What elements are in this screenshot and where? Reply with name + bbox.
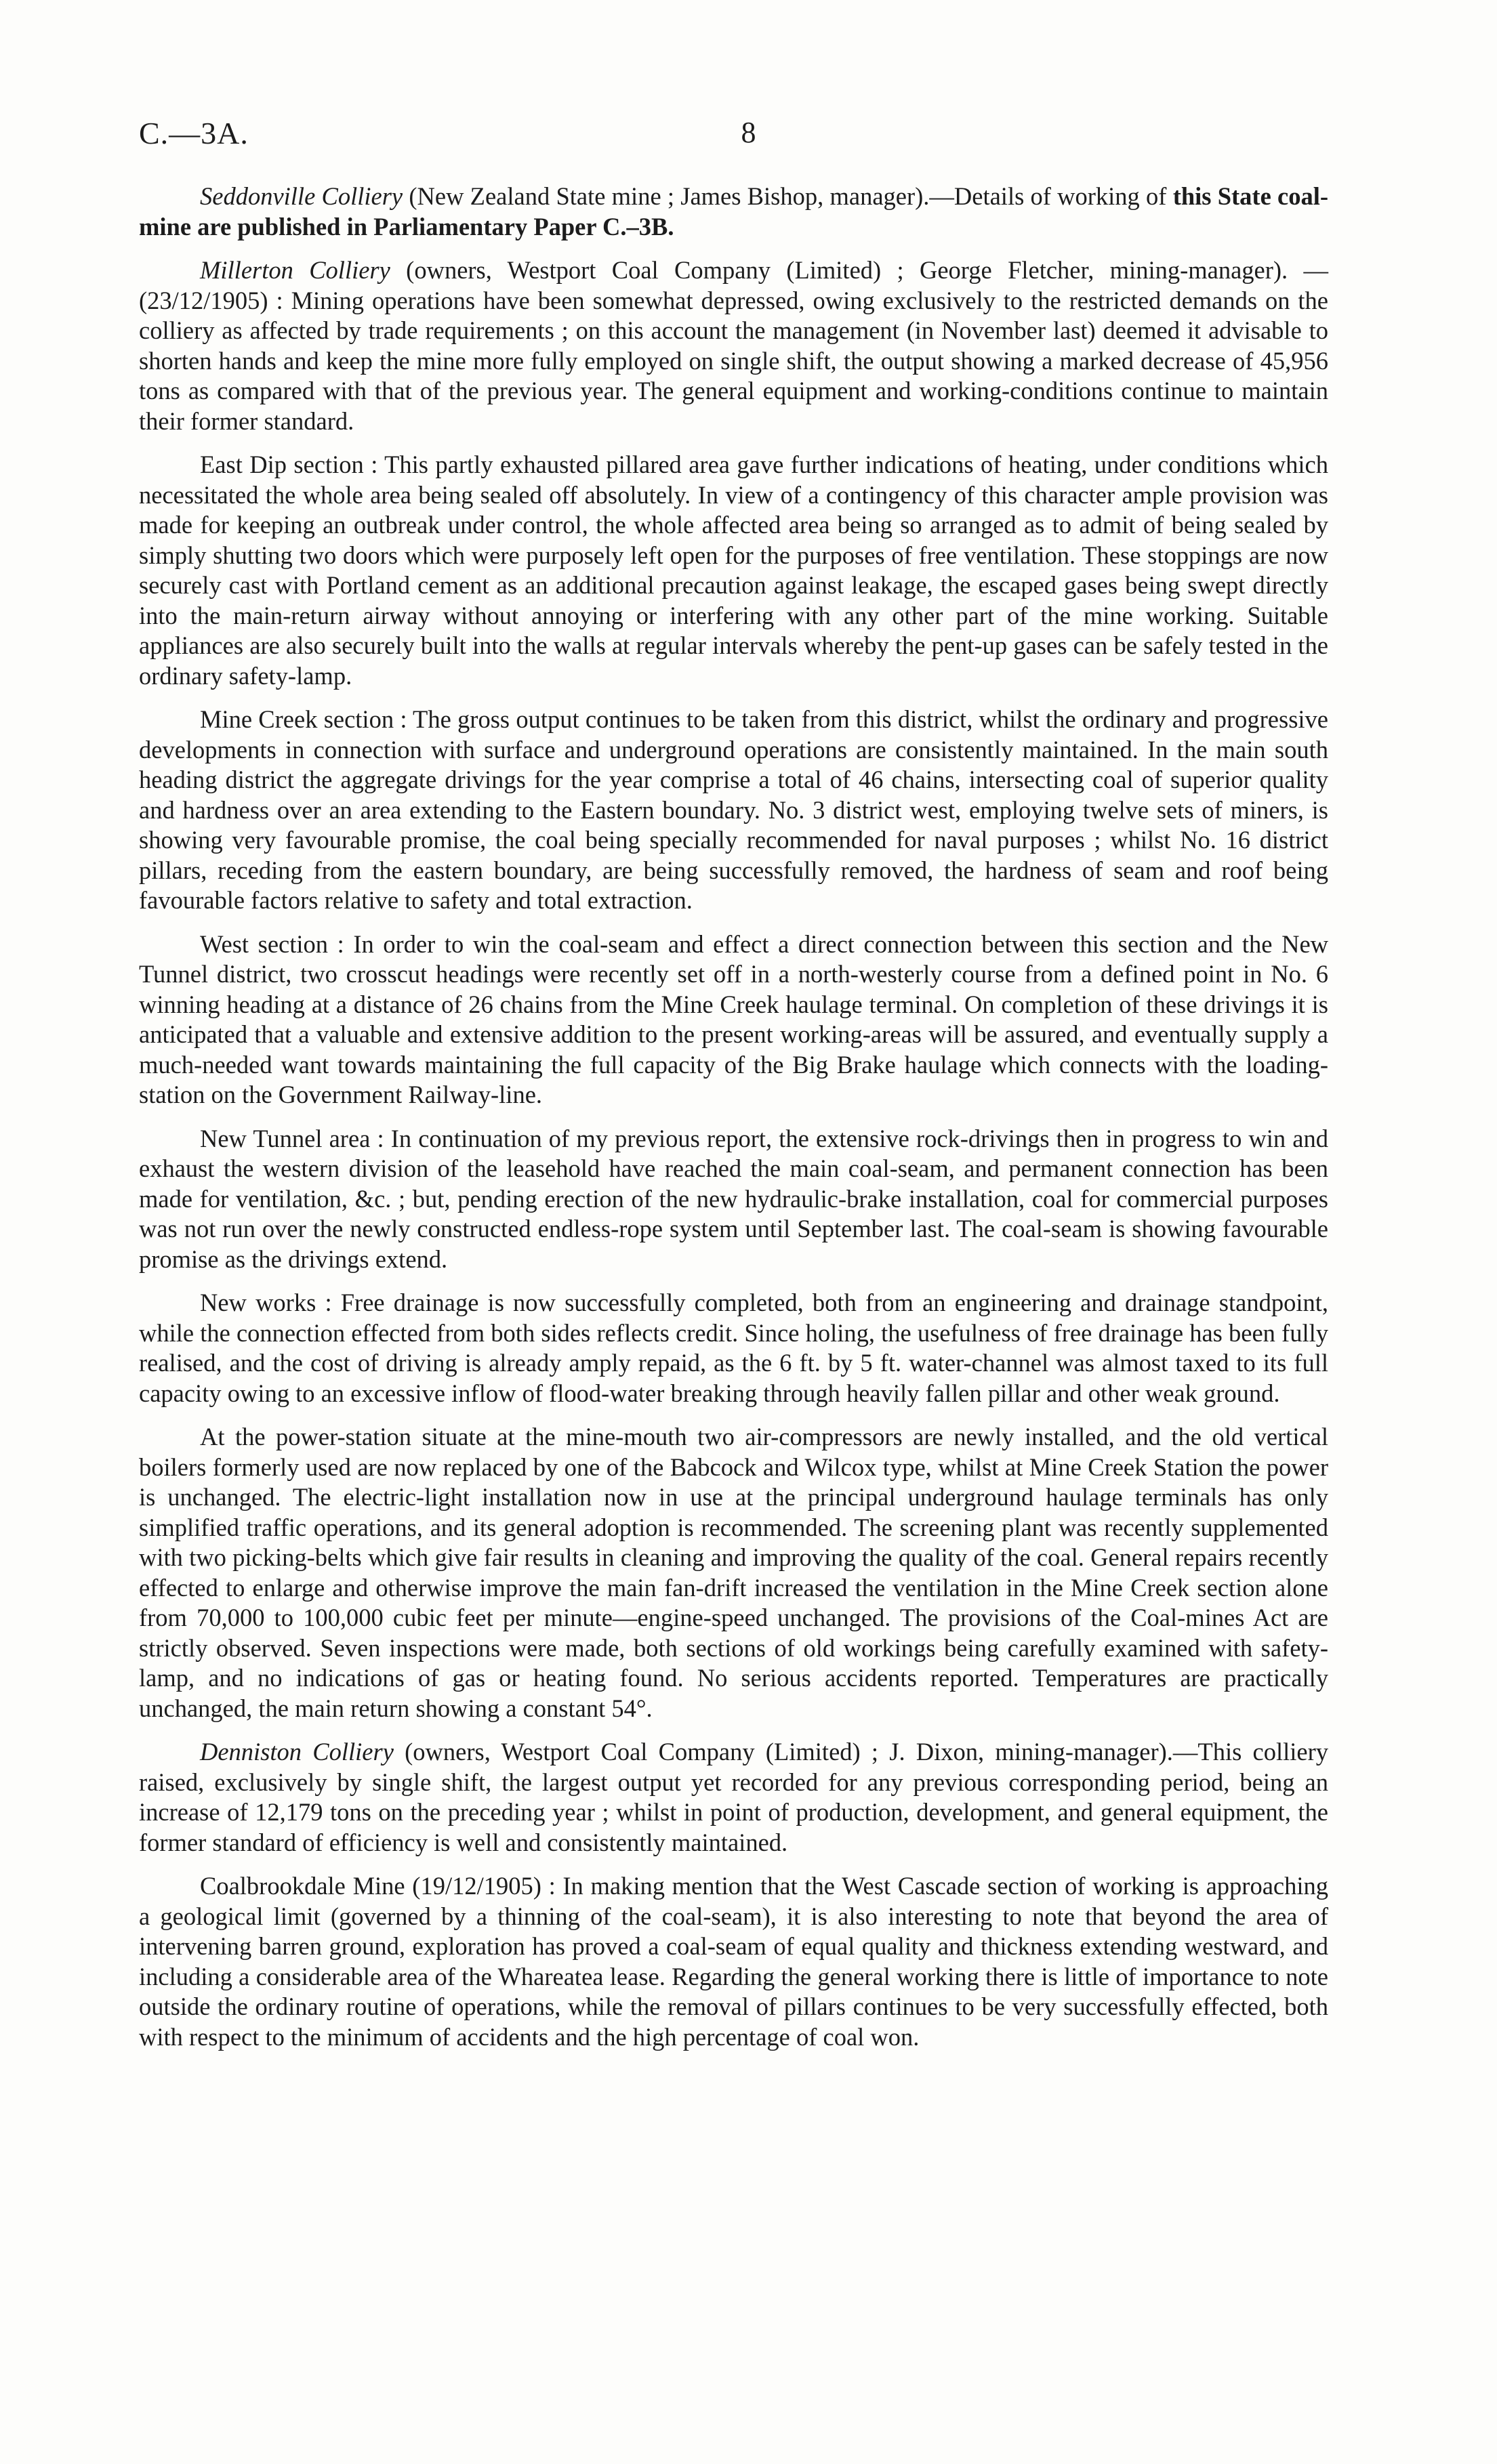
body-text <box>139 182 1328 2066</box>
paragraph-new-works <box>139 1288 1328 1408</box>
colliery-name: Millerton Colliery <box>200 256 390 284</box>
paragraph-east-dip <box>139 450 1328 691</box>
paragraph-text: New Tunnel area : In continuation of my previous report, the extensive rock-drivings then in progress to win and exhaust the western division of the leasehold have reached the main coal-seam, and permanent connection has been made for ventilation, &c. ; but, pending erection of the new hydraulic-brake installation, coal for commercial purposes was not run over the newly constructed endless-rope system until September last. The coal-seam is showing favourable promise as the drivings extend. <box>139 1124 1328 1273</box>
paragraph-mine-creek <box>139 705 1328 916</box>
paragraph-power-station <box>139 1422 1328 1724</box>
page-number: 8 <box>741 116 756 149</box>
page-header <box>139 115 1358 163</box>
paragraph-coalbrookdale <box>139 1871 1328 2052</box>
colliery-name: Denniston Colliery <box>200 1738 394 1766</box>
paragraph-west-section <box>139 930 1328 1110</box>
paragraph-text: Mine Creek section : The gross output continues to be taken from this district, whilst the ordinary and progressive developments in connection with surface and underground operations are consistently maintained. In the main south heading district the aggregate drivings for the year comprise a total of 46 chains, intersecting coal of superior quality and hardness over an area extending to the Eastern boundary. No. 3 district west, employing twelve sets of miners, is showing very favourable promise, the coal being specially recommended for naval purposes ; whilst No. 16 district pillars, receding from the eastern boundary, are being successfully removed, the hardness of seam and roof being favourable factors relative to safety and total extraction. <box>139 705 1328 914</box>
paragraph-text: East Dip section : This partly exhausted pillared area gave further indications of heating, under conditions which necessitated the whole area being sealed off absolutely. In view of a contingency of this character ample provision was made for keeping an outbreak under control, the whole affected area being so arranged as to admit of being sealed by simply shutting two doors which were purposely left open for the purposes of free ventilation. These stoppings are now securely cast with Portland cement as an additional precaution against leakage, the escaped gases being swept directly into the main-return airway without annoying or interfering with any other part of the mine working. Suitable appliances are also securely built into the walls at regular intervals whereby the pent-up gases can be safely tested in the ordinary safety-lamp. <box>139 451 1328 690</box>
paragraph-millerton <box>139 255 1328 436</box>
paragraph-text: (New Zealand State mine ; James Bishop, manager).—Details of working of <box>403 182 1167 210</box>
paragraph-bold-note: this State coal-mine are published in Parliamentary Paper C.–3B. <box>139 182 1329 241</box>
paragraph-new-tunnel <box>139 1124 1328 1275</box>
paragraph-text: (owners, Westport Coal Company (Limited) ; George Fletcher, mining-manager). —(23/12/1905) : Mining operations have been somewhat depressed, owing exclusively to the restricted demands on the colliery as affected by trade requirements ; on this account the management (in November last) deemed it advisable to shorten hands and keep the mine more fully employed on single shift, the output showing a marked decrease of 45,956 tons as compared with that of the previous year. The general equipment and working-conditions continue to maintain their former standard. <box>139 256 1328 435</box>
paragraph-text: New works : Free drainage is now successfully completed, both from an engineering and drainage standpoint, while the connection effected from both sides reflects credit. Since holing, the usefulness of free drainage has been fully realised, and the cost of driving is already amply repaid, as the 6 ft. by 5 ft. water-channel was almost taxed to its full capacity owing to an excessive inflow of flood-water breaking through heavily fallen pillar and other weak ground. <box>139 1289 1328 1407</box>
page-reference: C.—3A. <box>139 116 249 150</box>
paragraph-denniston <box>139 1737 1328 1858</box>
paragraph-text: Coalbrookdale Mine (19/12/1905) : In making mention that the West Cascade section of working is approaching a geological limit (governed by a thinning of the coal-seam), it is also interesting to note that beyond the area of intervening barren ground, exploration has proved a coal-seam of equal quality and thickness extending westward, and including a considerable area of the Whareatea lease. Regarding the general working there is little of importance to note outside the ordinary routine of operations, while the removal of pillars continues to be very successfully effected, both with respect to the minimum of accidents and the high percentage of coal won. <box>139 1872 1328 2051</box>
paragraph-text: At the power-station situate at the mine-mouth two air-compressors are newly installed, and the old vertical boilers formerly used are now replaced by one of the Babcock and Wilcox type, whilst at Mine Creek Station the power is unchanged. The electric-light installation now in use at the principal underground haulage terminals has only simplified traffic operations, and its general adoption is recommended. The screening plant was recently supplemented with two picking-belts which give fair results in cleaning and improving the quality of the coal. General repairs recently effected to enlarge and otherwise improve the main fan-drift increased the ventilation in the Mine Creek section alone from 70,000 to 100,000 cubic feet per minute—engine-speed unchanged. The provisions of the Coal-mines Act are strictly observed. Seven inspections were made, both sections of old workings being carefully examined with safety-lamp, and no indications of gas or heating found. No serious accidents reported. Temperatures are practically unchanged, the main return showing a constant 54°. <box>139 1423 1328 1722</box>
colliery-name: Seddonville Colliery <box>200 182 403 210</box>
paragraph-seddonville <box>139 182 1328 242</box>
paragraph-text: (owners, Westport Coal Company (Limited) ; J. Dixon, mining-manager).—This colliery raised, exclusively by single shift, the largest output yet recorded for any previous corresponding period, being an increase of 12,179 tons on the preceding year ; whilst in point of production, development, and general equipment, the former standard of efficiency is well and consistently maintained. <box>139 1738 1329 1856</box>
paragraph-text: West section : In order to win the coal-seam and effect a direct connection between this section and the New Tunnel district, two crosscut headings were recently set off in a north-westerly course from a defined point in No. 6 winning heading at a distance of 26 chains from the Mine Creek haulage terminal. On completion of these drivings it is anticipated that a valuable and extensive addition to the present working-areas will be assured, and eventually supply a much-needed want towards maintaining the full capacity of the Big Brake haulage which connects with the loading-station on the Government Railway-line. <box>139 930 1328 1108</box>
